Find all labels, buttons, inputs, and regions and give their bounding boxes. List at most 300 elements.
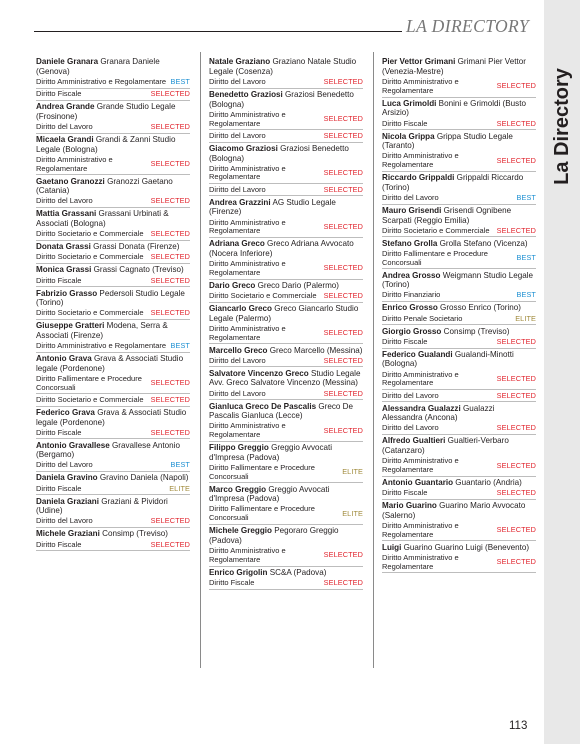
firm-name: Grassi Cagnato (Treviso): [93, 265, 184, 275]
directory-entry: [382, 478, 536, 500]
practice-area: Diritto Amministrativo e Regolamentare: [209, 421, 286, 440]
entry-heading: [36, 473, 190, 483]
practice-area: Diritto Fiscale: [209, 577, 255, 587]
directory-entry: [382, 132, 536, 172]
lawyer-name: Giuseppe Gratteri: [36, 321, 105, 331]
rating-badge: SELECTED: [323, 263, 363, 273]
directory-entry: [209, 526, 363, 566]
practice-area: Diritto Amministrativo e Regolamentare: [36, 154, 113, 173]
directory-entry: [209, 485, 363, 525]
lawyer-name: Alessandra Gualazzi: [382, 403, 461, 413]
firm-name: AG Studio Legale (Firenze): [209, 197, 336, 217]
practice-row: [36, 394, 190, 406]
entry-heading: [382, 239, 536, 249]
practice-row: [36, 308, 190, 320]
practice-row: [382, 552, 536, 573]
directory-entry: [382, 404, 536, 435]
lawyer-name: Gaetano Granozzi: [36, 176, 105, 186]
practice-area: Diritto Fallimentare e Procedure Concorsuali: [209, 504, 315, 523]
rating-badge: SELECTED: [150, 252, 190, 262]
firm-name: Grandi & Zanni Studio Legale (Bologna): [36, 135, 176, 154]
entry-heading: [382, 478, 536, 488]
firm-name: Consimp (Treviso): [443, 326, 510, 336]
directory-entry: [382, 350, 536, 403]
firm-name: Grande Studio Legale (Frosinone): [36, 102, 176, 121]
practice-area: Diritto Finanziario: [382, 290, 441, 300]
directory-entry: [36, 177, 190, 208]
lawyer-name: Andrea Grazzini: [209, 197, 271, 207]
practice-area: Diritto Fallimentare e Procedure Concorsuali: [382, 248, 488, 267]
lawyer-name: Donata Grassi: [36, 242, 91, 252]
entry-heading: [382, 57, 536, 76]
directory-entry: [209, 304, 363, 344]
firm-name: Grosso Enrico (Torino): [440, 303, 521, 313]
practice-row: [382, 520, 536, 541]
practice-area: Diritto Amministrativo e Regolamentare: [209, 163, 286, 182]
practice-row: [382, 118, 536, 130]
practice-row: [36, 122, 190, 134]
practice-row: [36, 76, 190, 88]
lawyer-name: Giancarlo Greco: [209, 304, 272, 314]
practice-area: Diritto Fiscale: [36, 275, 82, 285]
practice-area: Diritto Amministrativo e Regolamentare: [209, 546, 286, 564]
entry-heading: [36, 497, 190, 516]
directory-entry: [382, 501, 536, 541]
firm-name: Grassani Urbinati & Associati (Bologna): [36, 209, 169, 229]
lawyer-name: Micaela Grandi: [36, 135, 94, 145]
directory-entry: [36, 321, 190, 352]
directory-entry: [382, 327, 536, 349]
firm-name: Granara Daniele (Genova): [36, 57, 160, 76]
directory-entry: [382, 99, 536, 130]
firm-name: Gravino Daniela (Napoli): [99, 473, 189, 483]
rating-badge: SELECTED: [496, 373, 536, 383]
firm-name: Graziani & Pividori (Udine): [36, 496, 168, 516]
rating-badge: SELECTED: [150, 539, 190, 549]
rating-badge: SELECTED: [496, 81, 536, 91]
lawyer-name: Marcello Greco: [209, 345, 268, 355]
rating-badge: SELECTED: [323, 184, 363, 194]
lawyer-name: Salvatore Vincenzo Greco: [209, 368, 309, 378]
entry-heading: [36, 289, 190, 308]
practice-area: Diritto Amministrativo e Regolamentare: [209, 217, 286, 236]
directory-entry: [209, 198, 363, 238]
entry-heading: [36, 529, 190, 539]
practice-area: Diritto Amministrativo e Regolamentare: [36, 341, 167, 351]
rating-badge: BEST: [516, 192, 536, 202]
column-divider: [200, 52, 201, 668]
rating-badge: SELECTED: [496, 336, 536, 346]
entry-heading: [382, 327, 536, 337]
directory-column-2: [209, 56, 363, 590]
lawyer-name: Giacomo Graziosi: [209, 143, 278, 153]
rating-badge: SELECTED: [323, 130, 363, 140]
entry-heading: [36, 321, 190, 340]
lawyer-name: Antonio Gravallese: [36, 440, 110, 450]
practice-area: Diritto Penale Societario: [382, 313, 463, 323]
rating-badge: SELECTED: [496, 488, 536, 498]
lawyer-name: Monica Grassi: [36, 265, 92, 275]
practice-row: [382, 390, 536, 402]
firm-name: Weigmann Studio Legale (Torino): [382, 270, 534, 290]
practice-row: [382, 369, 536, 390]
practice-area: Diritto del Lavoro: [209, 388, 266, 398]
practice-row: [36, 154, 190, 175]
entry-heading: [209, 90, 363, 109]
practice-area: Diritto Societario e Commerciale: [382, 225, 490, 235]
practice-row: [36, 196, 190, 208]
firm-name: Greggio Avvocati d'Impresa (Padova): [209, 443, 333, 462]
side-title-text: La Directory: [550, 67, 573, 185]
lawyer-name: Giorgio Grosso: [382, 326, 442, 336]
entry-heading: [382, 271, 536, 290]
lawyer-name: Fabrizio Grasso: [36, 288, 98, 298]
practice-row: [36, 341, 190, 353]
practice-row: [382, 192, 536, 204]
rating-badge: SELECTED: [323, 221, 363, 231]
header-rule: [34, 31, 402, 32]
rating-badge: SELECTED: [496, 390, 536, 400]
entry-heading: [382, 350, 536, 369]
lawyer-name: Andrea Grosso: [382, 270, 441, 280]
directory-entry: [209, 369, 363, 400]
practice-row: [382, 225, 536, 237]
directory-entry: [382, 271, 536, 302]
practice-area: Diritto Amministrativo e Regolamentare: [382, 77, 459, 95]
entry-heading: [36, 135, 190, 154]
entry-heading: [382, 132, 536, 151]
practice-area: Diritto Societario e Commerciale: [209, 291, 317, 301]
practice-area: Diritto Fiscale: [36, 89, 82, 99]
practice-area: Diritto Amministrativo e Regolamentare: [36, 77, 167, 87]
entry-heading: [209, 485, 363, 504]
rating-badge: BEST: [516, 253, 536, 263]
rating-badge: SELECTED: [150, 89, 190, 99]
entry-heading: [209, 198, 363, 217]
directory-entry: [382, 239, 536, 270]
practice-area: Diritto Fiscale: [36, 539, 82, 549]
lawyer-name: Andrea Grande: [36, 102, 95, 112]
rating-badge: SELECTED: [323, 168, 363, 178]
lawyer-name: Marco Greggio: [209, 484, 267, 494]
practice-row: [209, 421, 363, 442]
firm-name: Guantario (Andria): [455, 477, 522, 487]
lawyer-name: Riccardo Grippaldi: [382, 173, 455, 183]
practice-area: Diritto Amministrativo e Regolamentare: [382, 552, 459, 571]
firm-name: SC&A (Padova): [269, 567, 327, 577]
lawyer-name: Federico Grava: [36, 407, 95, 417]
entry-heading: [36, 441, 190, 460]
practice-row: [209, 76, 363, 88]
practice-area: Diritto Societario e Commerciale: [36, 394, 144, 404]
rating-badge: SELECTED: [496, 460, 536, 470]
rating-badge: ELITE: [342, 508, 363, 518]
practice-area: Diritto Fallimentare e Procedure Concorsuali: [209, 462, 315, 481]
firm-name: Grimani Pier Vettor (Venezia-Mestre): [382, 57, 526, 76]
firm-name: Grippaldi Riccardo (Torino): [382, 173, 524, 192]
firm-name: Granozzi Gaetano (Catania): [36, 176, 173, 196]
lawyer-name: Benedetto Graziosi: [209, 90, 283, 100]
practice-area: Diritto del Lavoro: [36, 122, 93, 132]
practice-row: [36, 252, 190, 264]
lawyer-name: Antonio Grava: [36, 354, 92, 364]
rating-badge: SELECTED: [150, 394, 190, 404]
entry-heading: [382, 206, 536, 225]
entry-heading: [209, 568, 363, 578]
practice-row: [209, 259, 363, 280]
lawyer-name: Mario Guarino: [382, 501, 437, 511]
practice-area: Diritto Amministrativo e Regolamentare: [209, 259, 286, 277]
practice-area: Diritto Fiscale: [36, 483, 82, 493]
entry-heading: [209, 402, 363, 421]
firm-name: Greco De Pascalis Gianluca (Lecce): [209, 401, 353, 421]
entry-heading: [36, 102, 190, 121]
directory-entry: [36, 289, 190, 320]
entry-heading: [209, 526, 363, 545]
entry-heading: [209, 239, 363, 258]
firm-name: Graziano Natale Studio Legale (Cosenza): [209, 57, 357, 76]
rating-badge: SELECTED: [323, 77, 363, 87]
firm-name: Grava & Associati Studio legale (Pordenone): [36, 407, 187, 427]
practice-area: Diritto Amministrativo e Regolamentare: [382, 456, 459, 474]
lawyer-name: Mauro Grisendi: [382, 205, 442, 215]
rating-badge: SELECTED: [150, 427, 190, 437]
lawyer-name: Daniele Granara: [36, 57, 99, 67]
lawyer-name: Luigi: [382, 542, 402, 552]
firm-name: Grisendi Ognibene Scarpati (Reggio Emilia): [382, 205, 512, 225]
firm-name: Guarino Mario Avvocato (Salerno): [382, 501, 526, 520]
lawyer-name: Antonio Guantario: [382, 477, 454, 487]
firm-name: Bonini e Grimoldi (Busto Arsizio): [382, 98, 526, 118]
practice-row: [209, 184, 363, 196]
directory-entry: [36, 408, 190, 439]
rating-badge: SELECTED: [150, 275, 190, 285]
entry-heading: [209, 443, 363, 462]
rating-badge: SELECTED: [150, 122, 190, 132]
entry-heading: [36, 242, 190, 252]
entry-heading: [382, 173, 536, 192]
directory-entry: [209, 57, 363, 88]
rating-badge: SELECTED: [323, 388, 363, 398]
practice-row: [36, 539, 190, 551]
rating-badge: BEST: [170, 341, 190, 351]
rating-badge: ELITE: [169, 483, 190, 493]
practice-area: Diritto Fiscale: [382, 336, 428, 346]
directory-entry: [209, 90, 363, 143]
lawyer-name: Natale Graziano: [209, 57, 271, 67]
practice-area: Diritto del Lavoro: [36, 516, 93, 526]
lawyer-name: Dario Greco: [209, 280, 256, 290]
rating-badge: SELECTED: [323, 425, 363, 435]
practice-row: [382, 336, 536, 348]
practice-area: Diritto Fallimentare e Procedure Concorsuali: [36, 373, 142, 392]
practice-area: Diritto Societario e Commerciale: [36, 308, 144, 318]
practice-row: [36, 275, 190, 287]
practice-area: Diritto Amministrativo e Regolamentare: [382, 151, 459, 170]
lawyer-name: Nicola Grippa: [382, 131, 435, 141]
page-number: 113: [509, 720, 528, 732]
directory-entry: [36, 135, 190, 175]
firm-name: Gualazzi Alessandra (Ancona): [382, 403, 495, 423]
practice-area: Diritto Fiscale: [382, 118, 428, 128]
rating-badge: SELECTED: [496, 557, 536, 567]
directory-entry: [36, 441, 190, 472]
practice-area: Diritto Amministrativo e Regolamentare: [209, 323, 286, 342]
practice-row: [36, 516, 190, 528]
practice-row: [209, 217, 363, 238]
practice-row: [382, 151, 536, 172]
practice-area: Diritto del Lavoro: [209, 184, 266, 194]
entry-heading: [382, 501, 536, 520]
directory-column-1: [36, 56, 190, 551]
column-divider: [373, 52, 374, 668]
lawyer-name: Stefano Grolla: [382, 238, 438, 248]
directory-entry: [36, 354, 190, 407]
lawyer-name: Federico Gualandi: [382, 349, 453, 359]
directory-entry: [209, 144, 363, 197]
firm-name: Grippa Studio Legale (Taranto): [382, 131, 513, 151]
entry-heading: [36, 177, 190, 196]
entry-heading: [209, 281, 363, 291]
lawyer-name: Daniela Gravino: [36, 473, 98, 483]
directory-entry: [209, 281, 363, 303]
directory-entry: [209, 239, 363, 279]
rating-badge: SELECTED: [323, 550, 363, 560]
directory-entry: [209, 568, 363, 590]
entry-heading: [382, 303, 536, 313]
practice-row: [209, 130, 363, 142]
firm-name: Gravallese Antonio (Bergamo): [36, 440, 180, 460]
rating-badge: SELECTED: [323, 291, 363, 301]
firm-name: Greco Giancarlo Studio Legale (Palermo): [209, 304, 359, 323]
firm-name: Pegoraro Greggio (Padova): [209, 526, 339, 545]
practice-area: Diritto del Lavoro: [382, 423, 439, 433]
entry-heading: [382, 543, 536, 553]
practice-row: [209, 504, 363, 525]
practice-area: Diritto del Lavoro: [209, 130, 266, 140]
rating-badge: SELECTED: [496, 118, 536, 128]
rating-badge: BEST: [170, 460, 190, 470]
rating-badge: SELECTED: [496, 423, 536, 433]
rating-badge: SELECTED: [150, 229, 190, 239]
practice-area: Diritto del Lavoro: [36, 196, 93, 206]
lawyer-name: Alfredo Gualtieri: [382, 436, 446, 446]
practice-area: Diritto del Lavoro: [209, 77, 266, 87]
practice-row: [36, 373, 190, 394]
practice-row: [382, 290, 536, 302]
firm-name: Consimp (Treviso): [102, 529, 168, 539]
lawyer-name: Adriana Greco: [209, 239, 265, 249]
rating-badge: SELECTED: [323, 328, 363, 338]
rating-badge: SELECTED: [323, 114, 363, 124]
entry-heading: [36, 354, 190, 373]
firm-name: Modena, Serra & Associati (Firenze): [36, 321, 168, 340]
practice-row: [382, 248, 536, 269]
practice-row: [209, 462, 363, 483]
lawyer-name: Michele Graziani: [36, 529, 100, 539]
firm-name: Grava & Associati Studio legale (Pordenone): [36, 354, 184, 373]
firm-name: Greco Marcello (Messina): [269, 345, 363, 355]
directory-entry: [36, 529, 190, 551]
firm-name: Greggio Avvocati d'Impresa (Padova): [209, 484, 330, 504]
lawyer-name: Mattia Grassani: [36, 209, 97, 219]
rating-badge: SELECTED: [496, 525, 536, 535]
firm-name: Grassi Donata (Firenze): [93, 242, 180, 252]
entry-heading: [209, 346, 363, 356]
directory-entry: [209, 346, 363, 368]
directory-entry: [382, 303, 536, 325]
practice-row: [382, 456, 536, 477]
directory-entry: [36, 209, 190, 240]
rating-badge: BEST: [170, 77, 190, 87]
entry-heading: [36, 408, 190, 427]
practice-area: Diritto Societario e Commerciale: [36, 252, 144, 262]
rating-badge: SELECTED: [496, 155, 536, 165]
entry-heading: [382, 404, 536, 423]
directory-entry: [36, 497, 190, 528]
rating-badge: SELECTED: [496, 225, 536, 235]
practice-row: [382, 313, 536, 325]
practice-row: [382, 423, 536, 435]
practice-row: [382, 488, 536, 500]
header-title: LA DIRECTORY: [406, 16, 529, 36]
practice-row: [209, 355, 363, 367]
practice-area: Diritto Amministrativo e Regolamentare: [382, 369, 459, 388]
practice-row: [209, 290, 363, 302]
rating-badge: ELITE: [342, 467, 363, 477]
entry-heading: [209, 369, 363, 388]
practice-row: [36, 427, 190, 439]
rating-badge: SELECTED: [150, 308, 190, 318]
practice-area: Diritto Fiscale: [36, 427, 82, 437]
practice-area: Diritto Fiscale: [382, 488, 428, 498]
firm-name: Greco Adriana Avvocato (Nocera Inferiore): [209, 239, 354, 258]
directory-entry: [382, 173, 536, 204]
practice-area: Diritto del Lavoro: [209, 355, 266, 365]
entry-heading: [36, 209, 190, 228]
practice-row: [382, 76, 536, 97]
rating-badge: SELECTED: [323, 577, 363, 587]
directory-entry: [36, 242, 190, 264]
rating-badge: SELECTED: [323, 355, 363, 365]
lawyer-name: Michele Greggio: [209, 526, 272, 536]
entry-heading: [382, 436, 536, 455]
directory-entry: [36, 57, 190, 101]
practice-row: [36, 460, 190, 472]
practice-row: [209, 163, 363, 184]
firm-name: Graziosi Benedetto (Bologna): [209, 90, 354, 109]
practice-row: [209, 109, 363, 130]
rating-badge: ELITE: [515, 313, 536, 323]
firm-name: Greco Dario (Palermo): [257, 280, 340, 290]
directory-entry: [382, 57, 536, 97]
entry-heading: [36, 265, 190, 275]
rating-badge: SELECTED: [150, 378, 190, 388]
lawyer-name: Gianluca Greco De Pascalis: [209, 401, 317, 411]
practice-area: Diritto Amministrativo e Regolamentare: [209, 109, 286, 128]
side-title: [544, 56, 580, 196]
lawyer-name: Daniela Graziani: [36, 496, 99, 506]
entry-heading: [209, 304, 363, 323]
practice-row: [209, 545, 363, 566]
rating-badge: SELECTED: [150, 516, 190, 526]
firm-name: Guarino Guarino Luigi (Benevento): [403, 542, 530, 552]
firm-name: Graziosi Benedetto (Bologna): [209, 143, 349, 163]
directory-column-3: [382, 56, 536, 573]
lawyer-name: Enrico Grigolin: [209, 567, 268, 577]
directory-entry: [209, 402, 363, 442]
practice-row: [209, 323, 363, 344]
